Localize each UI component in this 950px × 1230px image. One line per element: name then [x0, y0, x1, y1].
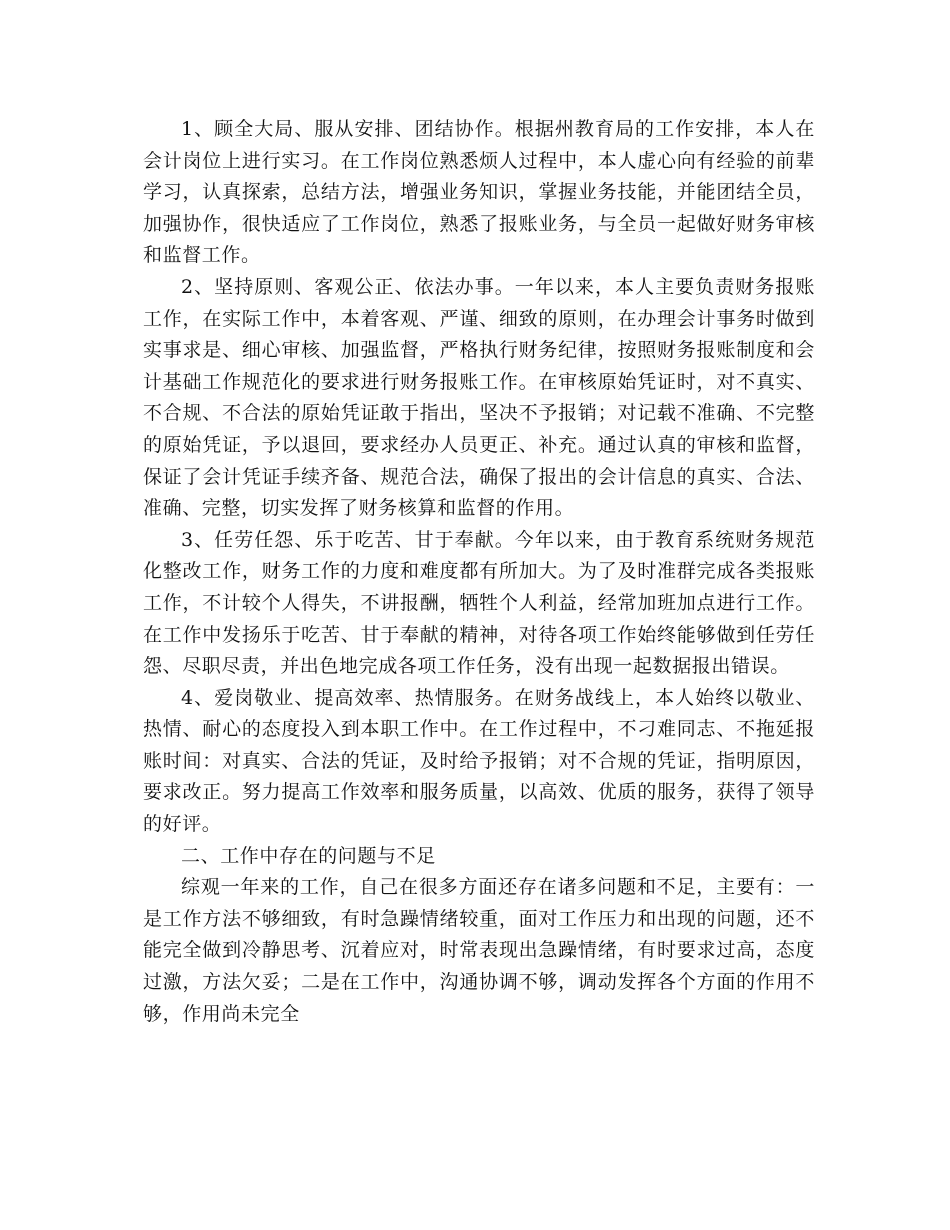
paragraph-1: 1、顾全大局、服从安排、团结协作。根据州教育局的工作安排，本人在会计岗位上进行实习。在工作岗位熟悉烦人过程中，本人虚心向有经验的前辈学习，认真探索，总结方法，增强业务知识，掌握业务技能，并能团结全员，加强协作，很快适应了工作岗位，熟悉了报账业务，与全员一起做好财务审核和监督工作。 — [143, 118, 815, 267]
document-body — [143, 114, 815, 1030]
paragraph-2: 2、坚持原则、客观公正、依法办事。一年以来，本人主要负责财务报账工作，在实际工作中，本着客观、严谨、细致的原则，在办理会计事务时做到实事求是、细心审核、加强监督，严格执行财务纪律，按照财务报账制度和会计基础工作规范化的要求进行财务报账工作。在审核原始凭证时，对不真实、不合规、不合法的原始凭证敢于指出，坚决不予报销；对记载不准确、不完整的原始凭证，予以退回，要求经办人员更正、补充。通过认真的审核和监督，保证了会计凭证手续齐备、规范合法，确保了报出的会计信息的真实、合法、准确、完整，切实发挥了财务核算和监督的作用。 — [143, 275, 815, 520]
paragraph-4: 4、爱岗敬业、提高效率、热情服务。在财务战线上，本人始终以敬业、热情、耐心的态度投入到本职工作中。在工作过程中，不刁难同志、不拖延报账时间：对真实、合法的凭证，及时给予报销；对不合规的凭证，指明原因，要求改正。努力提高工作效率和服务质量，以高效、优质的服务，获得了领导的好评。 — [143, 686, 815, 836]
paragraph-3: 3、任劳任怨、乐于吃苦、甘于奉献。今年以来，由于教育系统财务规范化整改工作，财务工作的力度和难度都有所加大。为了及时准群完成各类报账工作，不计较个人得失，不讲报酬，牺牲个人利益，经常加班加点进行工作。在工作中发扬乐于吃苦、甘于奉献的精神，对待各项工作始终能够做到任劳任怨、尽职尽责，并出色地完成各项工作任务，没有出现一起数据报出错误。 — [143, 528, 815, 678]
section-heading: 二、工作中存在的问题与不足 — [181, 844, 436, 867]
paragraph-5: 综观一年来的工作，自己在很多方面还存在诸多问题和不足，主要有：一是工作方法不够细致，有时急躁情绪较重，面对工作压力和出现的问题，还不能完全做到冷静思考、沉着应对，时常表现出急躁情绪，有时要求过高，态度过激，方法欠妥；二是在工作中，沟通协调不够，调动发挥各个方面的作用不够，作用尚未完全 — [143, 876, 815, 1025]
